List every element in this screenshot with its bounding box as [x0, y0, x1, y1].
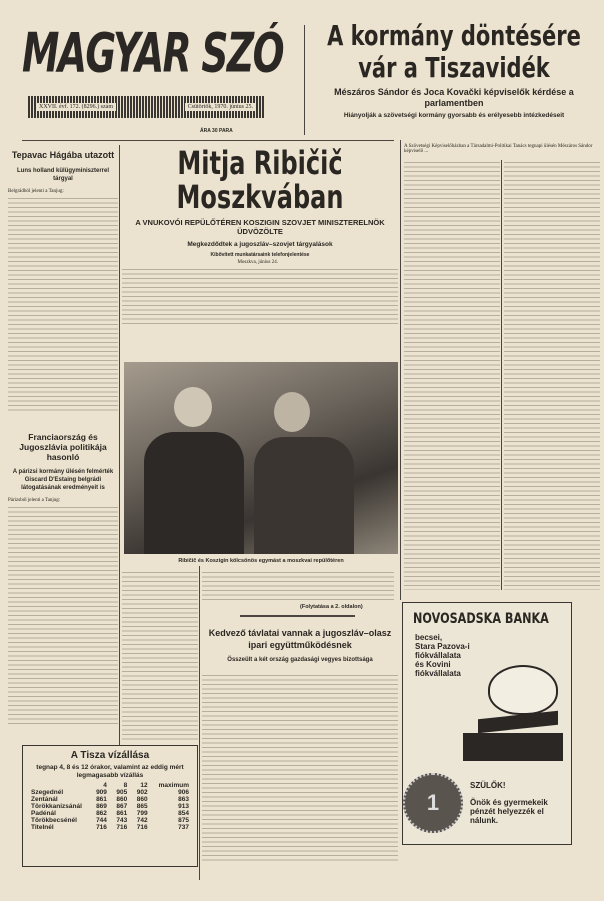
table-cell: 860	[136, 796, 148, 803]
newspaper-logo: MAGYAR SZÓ	[22, 22, 283, 86]
table-row	[27, 810, 193, 817]
coin-icon: 1	[403, 773, 463, 833]
table-cell: Titelnél	[31, 824, 54, 831]
ad-line: Stara Pazova-i	[415, 642, 470, 651]
bank-advertisement	[402, 602, 572, 845]
ad-headline: SZÜLŐK!	[470, 781, 506, 790]
table-cell: 799	[136, 810, 148, 817]
table-cell: 905	[116, 789, 128, 796]
photo-caption: Ribičič és Koszigin kölcsönös egymást a moszkvai repülőtéren	[178, 558, 344, 564]
table-cell: 861	[116, 810, 128, 817]
table-cell: 744	[96, 817, 107, 824]
table-cell: Törökkanizsánál	[31, 803, 82, 810]
table-cell: 863	[178, 796, 189, 803]
table-header	[27, 782, 193, 789]
news-photo	[124, 362, 398, 554]
price: ÁRA 30 PARA	[200, 128, 233, 134]
issue-band	[28, 96, 264, 118]
ad-line: becsei,	[415, 633, 443, 642]
article-deck: A párizsi kormány ülésén felmérték Giscard D'Estaing belgrádi látogatásának eredményeit is	[12, 469, 114, 491]
table-cell: 860	[116, 796, 128, 803]
table-cell: 861	[96, 796, 107, 803]
table-cell: 854	[178, 810, 189, 817]
lead-subtitle: Mészáros Sándor és Joca Kovački képviselők kérdése a parlamentben	[334, 87, 574, 108]
main-deck: Megkezdődtek a jugoszláv–szovjet tárgyalások	[187, 241, 333, 248]
table-cell: 865	[136, 803, 148, 810]
table-cell: 742	[136, 817, 148, 824]
table-cell: 869	[96, 803, 107, 810]
lead-deck: Hiányolják a szövetségi kormány gyorsabb és erélyesebb intézkedéseit	[343, 112, 565, 119]
column-header: 8	[123, 782, 128, 789]
main-subtitle: A VNUKOVÓI REPÜLŐTÉREN KOSZIGIN SZOVJET MINISZTERELNÖK ÜDVÖZÖLTE	[135, 218, 385, 236]
table-cell: 862	[96, 810, 107, 817]
table-cell: 716	[136, 824, 148, 831]
lead-article	[306, 20, 602, 120]
table-cell: 743	[116, 817, 128, 824]
table-cell: Zentánál	[31, 796, 58, 803]
dateline: Belgrádból jelenti a Tanjug:	[8, 189, 64, 194]
ad-line: fiókvállalata	[415, 651, 461, 660]
dateline: Moszkva, június 24.	[237, 260, 278, 265]
table-cell: 913	[178, 803, 189, 810]
ad-line: és Kovini	[415, 660, 451, 669]
column-header: 4	[103, 782, 107, 789]
dateline: Párizsból jelenti a Tanjug:	[8, 498, 61, 503]
table-row	[27, 803, 193, 810]
issue-date: Csütörtök, 1970. június 25.	[185, 103, 256, 111]
article-econ	[202, 627, 398, 863]
article-title: Tepavac Hágába utazott	[11, 150, 115, 160]
table-cell: 867	[116, 803, 128, 810]
column-header: 12	[140, 782, 148, 789]
table-cell: Padénál	[31, 810, 56, 817]
main-deck2: Kibővített munkatársaink telefonjelentése	[210, 252, 310, 258]
article-tepavac	[8, 150, 118, 411]
child-illustration	[488, 665, 558, 715]
article-franciaorszag	[8, 432, 118, 725]
table-row	[27, 796, 193, 803]
table-row	[27, 817, 193, 824]
table-cell: 716	[116, 824, 128, 831]
article-title: Kedvező távlatai vannak a jugoszláv–olasz ipari együttműködésnek	[208, 628, 392, 650]
table-cell: 906	[178, 789, 189, 796]
table-cell: Törökbecsénél	[31, 817, 77, 824]
lead-headline: A kormány döntésére vár a Tiszavidék	[327, 19, 581, 84]
lead-intro: A Szövetségi Képviselőházban a Társadalmi-Politikai Tanács tegnapi ülésén Mészáros Sándor képviselő ...	[404, 144, 593, 154]
table-cell: 902	[136, 789, 148, 796]
table-cell: 875	[178, 817, 189, 824]
column-header	[27, 782, 91, 789]
main-title-line1: Mitja Ribičič	[177, 144, 343, 182]
issue-number: XXVII. évf. 172. (8296.) szám	[36, 103, 116, 111]
tisza-subtitle: tegnap 4, 8 és 12 órakor, valamint az eddig mért legmagasabb vízállás	[36, 764, 184, 779]
article-deck: Összeült a két ország gazdasági vegyes bizottsága	[227, 657, 373, 663]
water-level-table	[27, 782, 193, 831]
main-title-line2: Moszkvában	[176, 178, 344, 216]
ad-branches	[415, 633, 470, 678]
main-article	[122, 146, 398, 327]
table-row	[27, 824, 193, 831]
table-cell: 737	[178, 824, 189, 831]
tisza-water-level-box	[22, 745, 198, 867]
article-title: Franciaország és Jugoszlávia politikája hasonló	[19, 432, 107, 462]
table-cell: 909	[96, 789, 107, 796]
table-row	[27, 789, 193, 796]
continued-note: (Folytatása a 2. oldalon)	[300, 604, 363, 610]
tisza-title: A Tisza vízállása	[70, 750, 150, 761]
table-cell: Szegednél	[31, 789, 64, 796]
article-deck: Luns holland külügyminiszterrel tárgyal	[16, 168, 109, 182]
ad-line: fiókvállalata	[415, 669, 461, 678]
table-cell: 716	[96, 824, 107, 831]
ad-text: Önök és gyermekeik pénzét helyezzék el nálunk.	[470, 798, 548, 825]
column-header: maximum	[158, 782, 189, 789]
ad-brand: NOVOSADSKA BANKA	[413, 611, 549, 627]
